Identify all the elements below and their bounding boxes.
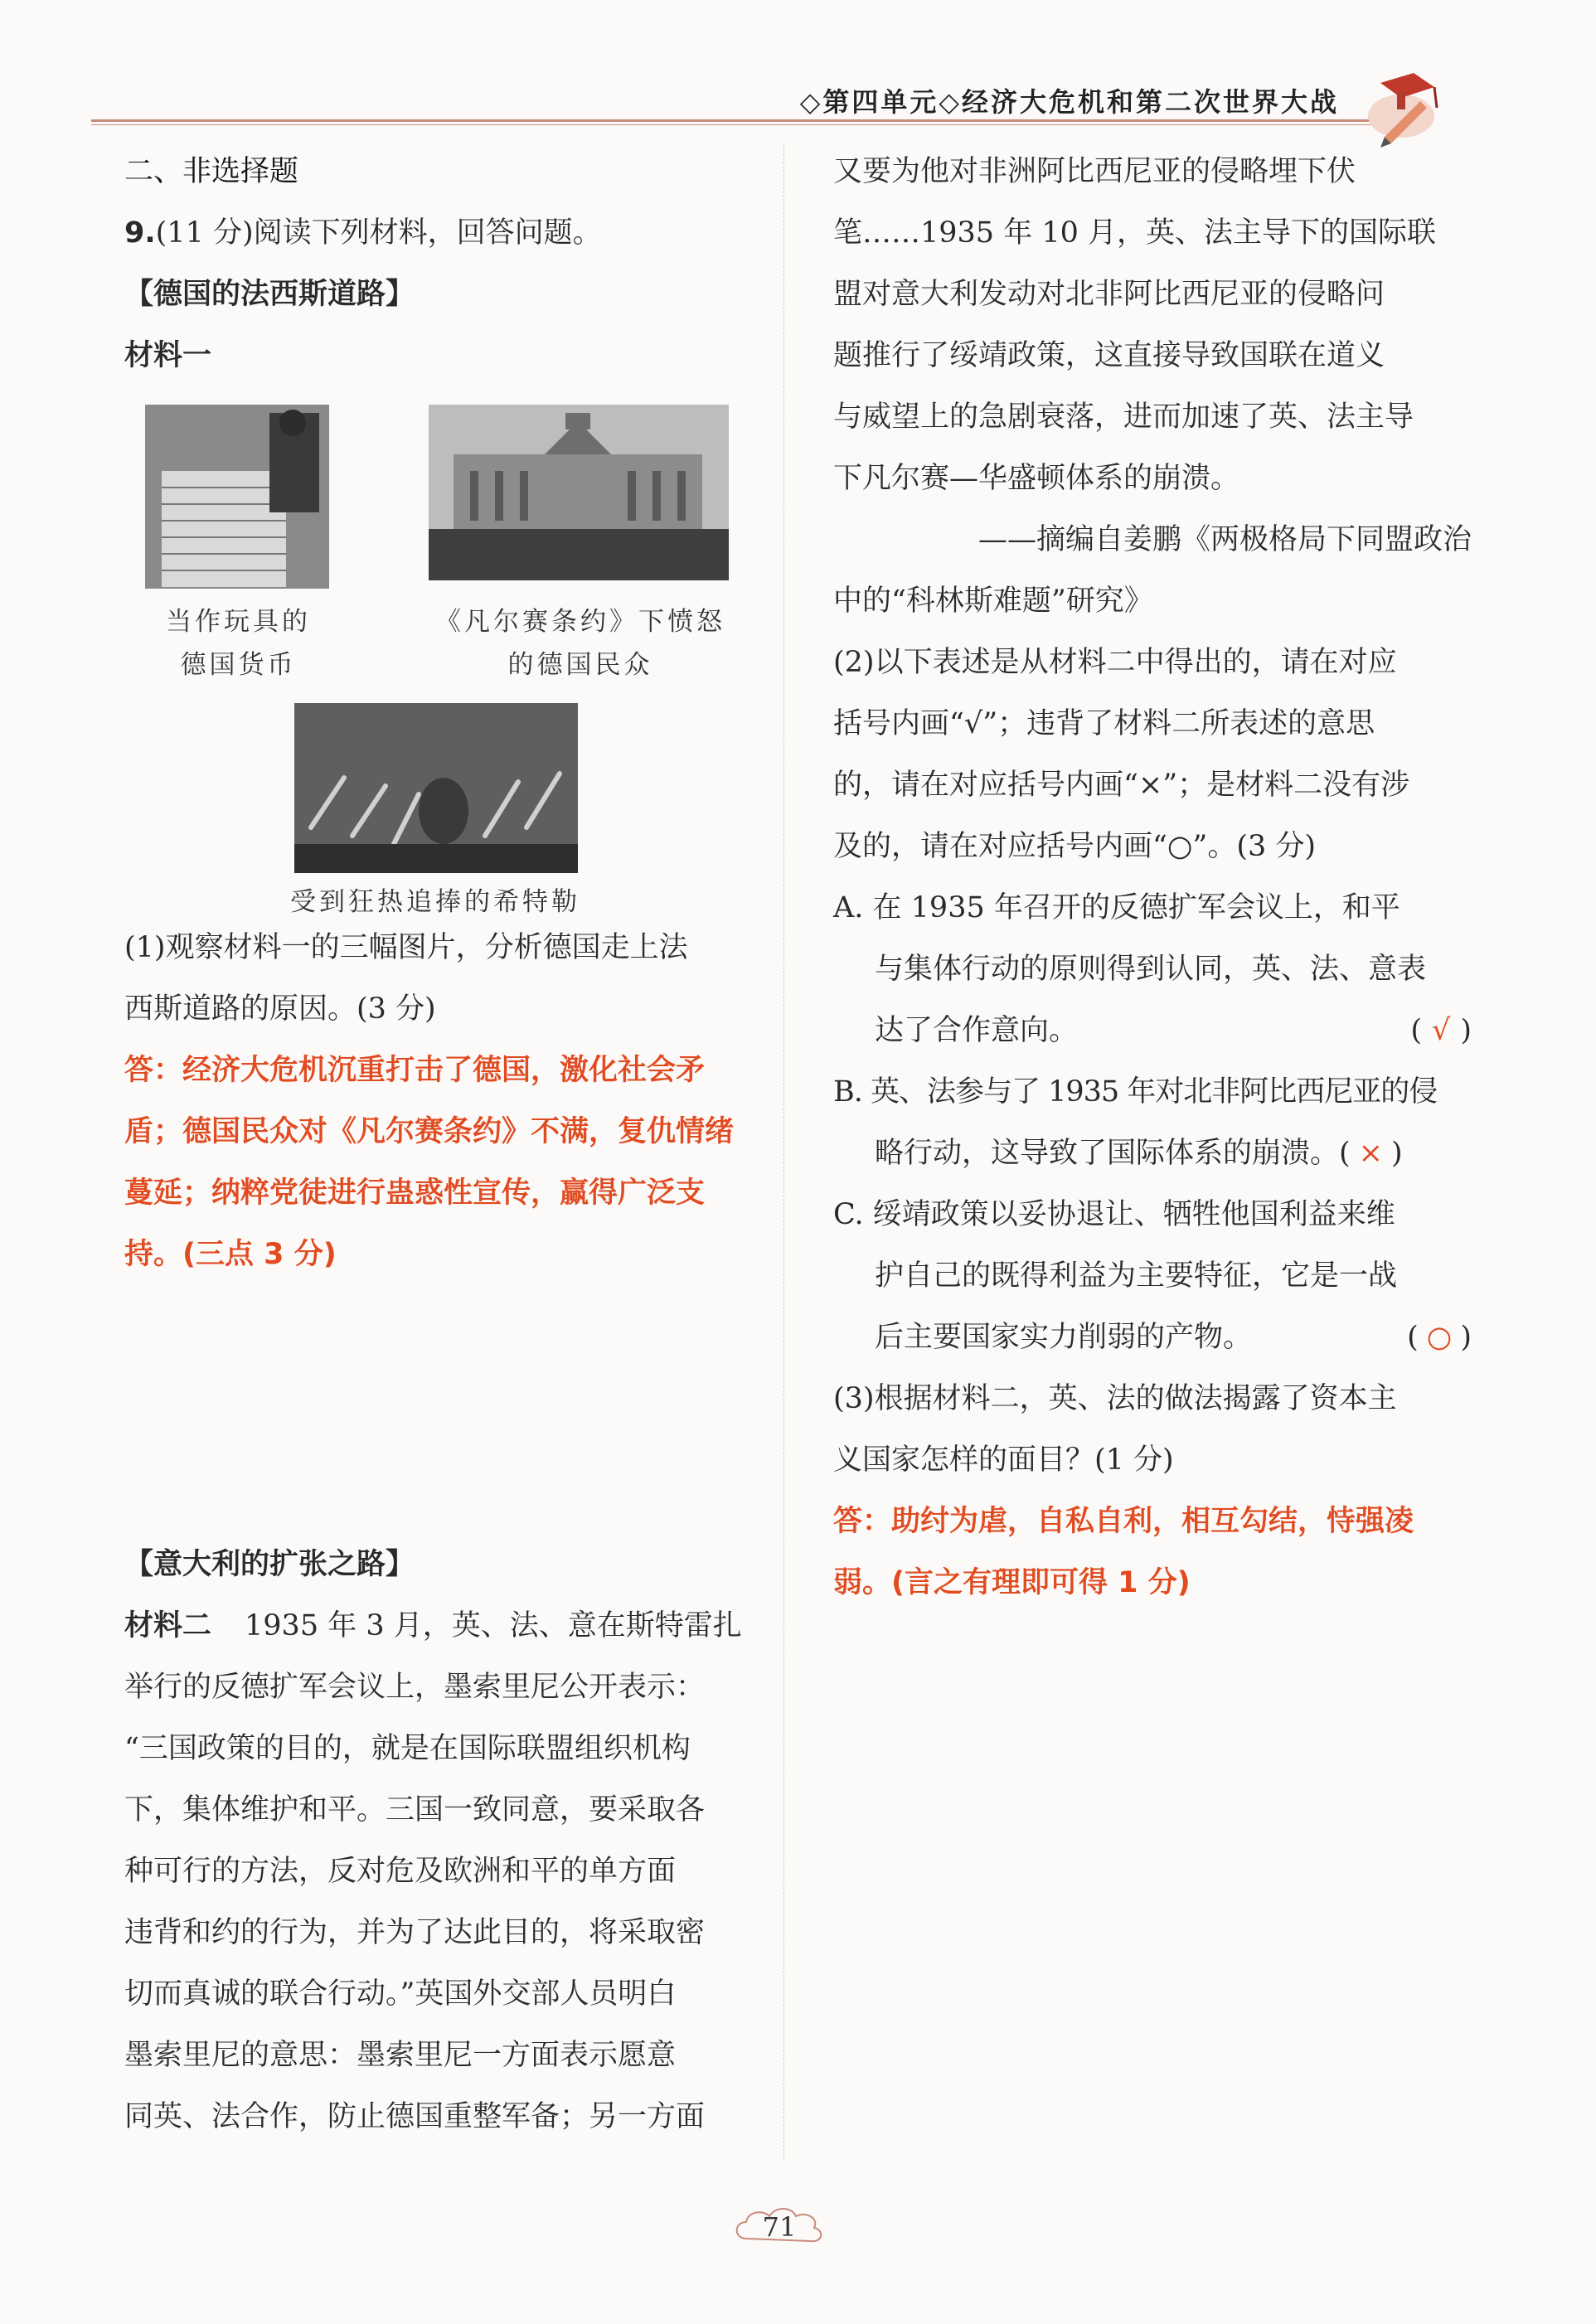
caption-img1 — [124, 600, 352, 687]
header-rule — [91, 119, 1389, 122]
material-two-line: 下，集体维护和平。三国一致同意，要采取各 — [124, 1793, 706, 1827]
material-two-line: 题推行了绥靖政策，这直接导致国联在道义 — [833, 339, 1385, 372]
option-line: 与集体行动的原则得到认同，英、法、意表 — [875, 953, 1427, 986]
right-column — [833, 141, 1472, 1613]
answer-line: 弱。(言之有理即可得 1 分) — [833, 1566, 1191, 1599]
photo-hitler-crowd — [294, 703, 578, 873]
material-two-line: 下凡尔赛—华盛顿体系的崩溃。 — [833, 462, 1240, 495]
q1-block — [124, 917, 763, 1040]
source-line: 中的“科林斯难题”研究》 — [833, 585, 1153, 618]
cross-mark: × — [1358, 1137, 1383, 1170]
a3-block — [833, 1491, 1472, 1613]
option-line-with-mark — [833, 1000, 1472, 1061]
material-two-label: 材料二 — [124, 1609, 212, 1642]
q1-line: 西斯道路的原因。(3 分) — [124, 992, 436, 1026]
caption-img2-line1: 《凡尔赛条约》下愤怒 — [435, 607, 725, 637]
question-text: (11 分)阅读下列材料，回答问题。 — [155, 216, 602, 250]
material-two-block — [124, 1595, 763, 2147]
graduation-cap-pencil-icon — [1356, 58, 1447, 149]
material-two-line: 同英、法合作，防止德国重整军备；另一方面 — [124, 2100, 706, 2133]
material-one-label: 材料一 — [124, 339, 212, 372]
answer-line: 盾；德国民众对《凡尔赛条约》不满，复仇情绪 — [124, 1115, 735, 1148]
caption-img1-line2: 德国货币 — [180, 650, 297, 680]
material-two-text: 1935 年 3 月，英、法、意在斯特雷扎 — [245, 1609, 742, 1642]
source-citation — [833, 509, 1472, 632]
material-one-images — [124, 386, 763, 917]
answer-bracket: ( ○ ) — [1407, 1321, 1472, 1354]
material-two-line: 又要为他对非洲阿比西尼亚的侵略埋下伏 — [833, 155, 1356, 188]
topic-italy: 【意大利的扩张之路】 — [124, 1548, 415, 1581]
answer-bracket: ( √ ) — [1410, 1014, 1472, 1047]
caption-img2 — [406, 600, 754, 687]
photo-reichstag-crowd — [429, 405, 729, 580]
page-header — [91, 58, 1463, 124]
option-text: 后主要国家实力削弱的产物。 — [875, 1321, 1253, 1354]
left-column — [124, 141, 763, 2147]
section-title: 二、非选择题 — [124, 155, 299, 188]
material-two-line: 种可行的方法，反对危及欧洲和平的单方面 — [124, 1855, 677, 1888]
option-line: A. 在 1935 年召开的反德扩军会议上，和平 — [833, 891, 1400, 924]
option-b — [833, 1061, 1472, 1184]
material-two-line: 墨索里尼的意思：墨索里尼一方面表示愿意 — [124, 2039, 677, 2072]
answer-line: 答：经济大危机沉重打击了德国，激化社会矛 — [124, 1054, 706, 1087]
material-two-line — [124, 1595, 763, 1657]
circle-mark: ○ — [1426, 1321, 1453, 1354]
q3-line: (3)根据材料二，英、法的做法揭露了资本主 — [833, 1382, 1397, 1415]
option-line: B. 英、法参与了 1935 年对北非阿比西尼亚的侵 — [833, 1075, 1438, 1109]
option-c — [833, 1184, 1472, 1368]
page-number: 71 — [762, 2211, 797, 2243]
option-line: C. 绥靖政策以妥协退让、牺牲他国利益来维 — [833, 1198, 1395, 1231]
material-two-line: 与威望上的急剧衰落，进而加速了英、法主导 — [833, 400, 1414, 434]
q2-line: 括号内画“√”；违背了材料二所表述的意思 — [833, 707, 1375, 740]
option-line: 护自己的既得利益为主要特征，它是一战 — [875, 1259, 1398, 1293]
caption-img2-line2: 的德国民众 — [507, 650, 653, 680]
header-rule-thin — [91, 124, 1389, 125]
column-divider — [783, 145, 784, 2160]
option-text: 达了合作意向。 — [875, 1014, 1079, 1047]
question-number: 9. — [124, 216, 156, 250]
material-two-line: “三国政策的目的，就是在国际联盟组织机构 — [124, 1732, 691, 1765]
q2-line: 及的，请在对应括号内画“○”。(3 分) — [833, 830, 1317, 863]
photo-money-toy — [145, 405, 329, 589]
q2-block — [833, 632, 1472, 877]
caption-img1-line1: 当作玩具的 — [166, 607, 311, 637]
question-stem — [124, 202, 763, 264]
topic-germany: 【德国的法西斯道路】 — [124, 278, 415, 311]
answer-bracket: ( × ) — [1339, 1137, 1403, 1170]
answer-line: 蔓延；纳粹党徒进行蛊惑性宣传，赢得广泛支 — [124, 1177, 706, 1210]
option-text: 略行动，这导致了国际体系的崩溃。 — [875, 1137, 1340, 1170]
material-two-line: 违背和约的行为，并为了达此目的，将采取密 — [124, 1916, 706, 1949]
option-line-with-mark — [833, 1307, 1472, 1368]
material-two-continued — [833, 141, 1472, 509]
check-mark: √ — [1432, 1014, 1451, 1047]
q2-line: 的，请在对应括号内画“×”；是材料二没有涉 — [833, 769, 1410, 802]
answer-line: 持。(三点 3 分) — [124, 1238, 337, 1271]
material-two-line: 盟对意大利发动对北非阿比西尼亚的侵略问 — [833, 278, 1385, 311]
material-two-line: 笔……1935 年 10 月，英、法主导下的国际联 — [833, 216, 1436, 250]
option-a — [833, 877, 1472, 1061]
caption-img3: 受到狂热追捧的希特勒 — [290, 887, 580, 917]
page-number-badge — [730, 2201, 829, 2251]
answer-line: 答：助纣为虐，自私自利，相互勾结，恃强凌 — [833, 1505, 1414, 1538]
source-line: ——摘编自姜鹏《两极格局下同盟政治 — [977, 523, 1472, 556]
option-line-with-mark — [833, 1123, 1472, 1184]
q1-line: (1)观察材料一的三幅图片，分析德国走上法 — [124, 931, 688, 964]
material-two-line: 举行的反德扩军会议上，墨索里尼公开表示： — [124, 1671, 706, 1704]
q2-line: (2)以下表述是从材料二中得出的，请在对应 — [833, 646, 1397, 679]
a1-block — [124, 1040, 763, 1285]
unit-title: ◇第四单元◇经济大危机和第二次世界大战 — [799, 86, 1339, 118]
answer-blank-space — [124, 1285, 763, 1534]
q3-line: 义国家怎样的面目？(1 分) — [833, 1443, 1174, 1477]
material-two-line: 切而真诚的联合行动。”英国外交部人员明白 — [124, 1977, 677, 2011]
q3-block — [833, 1368, 1472, 1491]
